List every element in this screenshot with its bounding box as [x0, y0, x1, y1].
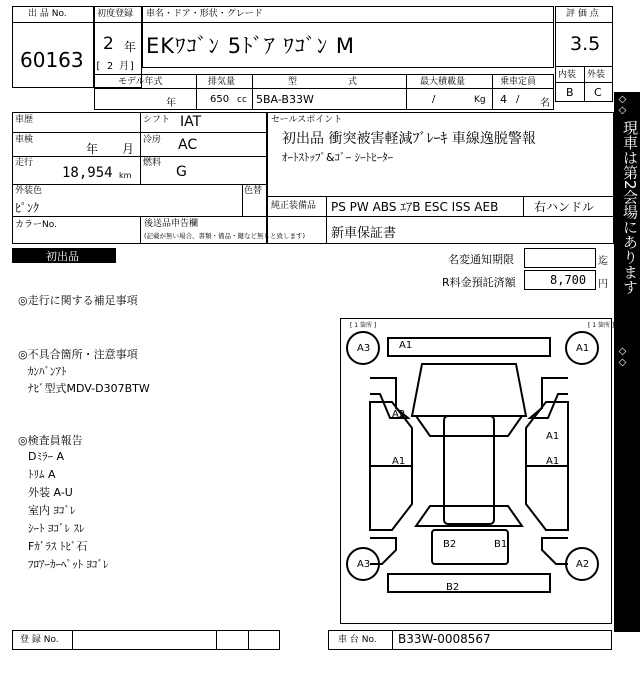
car-name: EKﾜｺﾞﾝ 5ﾄﾞｱ ﾜｺﾞﾝ M: [146, 34, 356, 58]
inspection-month: 月: [122, 142, 135, 156]
first-reg-label: 初度登録: [97, 9, 134, 19]
capacity-slash: /: [516, 94, 520, 105]
side-banner-diamonds-top: ◇◇: [617, 94, 628, 116]
inspector-line: 外装 A-U: [28, 486, 73, 499]
cooler-label: 冷房: [143, 135, 162, 145]
mileage-unit: km: [119, 171, 132, 180]
registration-label: 登 録 No.: [20, 635, 59, 645]
damage-a1-right-upper: A1: [546, 431, 560, 442]
aftermarket-note: (記載が無い場合、書類・備品・鍵など無しと致します): [144, 232, 306, 240]
capacity-label: 乗車定員: [500, 77, 537, 87]
recycle-value: 8,700: [550, 273, 587, 287]
model-code: 5BA-B33W: [256, 93, 314, 106]
shift-value: IAT: [180, 114, 202, 130]
rating-value: 3.5: [570, 33, 601, 55]
history-label: 車歴: [15, 115, 34, 125]
side-banner-text: 現車は第2会場にあります: [621, 120, 639, 295]
ext-color-label: 外装色: [15, 186, 43, 196]
defect-1: ｶﾝﾊﾞﾝｱﾄ: [28, 365, 67, 378]
damage-b1-rear: B1: [494, 539, 508, 550]
inspection-year: 年: [86, 142, 99, 156]
car-diagram: [340, 318, 615, 624]
sales-line-1: 初出品 衝突被害軽減ﾌﾞﾚｰｷ 車線逸脱警報: [282, 131, 536, 147]
name-change-unit: 迄: [598, 256, 608, 267]
name-change-box: [524, 248, 596, 268]
defect-2: ﾅﾋﾞ型式MDV-D307BTW: [28, 382, 150, 395]
lot-label: 出 品 No.: [28, 9, 67, 19]
fuel-label: 燃料: [143, 158, 162, 168]
inspector-line: Dﾐﾗｰ A: [28, 450, 64, 463]
sales-line-2: ｵｰﾄｽﾄｯﾌﾟ&ｺﾞｰ ｼｰﾄﾋｰﾀｰ: [282, 151, 394, 164]
first-listing-text: 初出品: [46, 250, 79, 263]
chassis-value: B33W-0008567: [398, 632, 491, 646]
model-label-2: 式: [348, 77, 358, 87]
recycle-label: R料金預託済額: [442, 276, 516, 289]
damage-a1-front: A1: [399, 340, 413, 351]
name-change-label: 名変通知期限: [448, 253, 514, 266]
right-count: [ 1 箇所 ]: [588, 322, 615, 329]
exterior-grade: C: [594, 86, 602, 99]
damage-a1-left: A1: [392, 456, 406, 467]
damage-a2-rear-right: A2: [576, 559, 590, 570]
warranty-value: 新車保証書: [331, 226, 397, 241]
top-count: [ 1 箇所 ]: [350, 322, 377, 329]
equipment-label: 純正装備品: [271, 201, 317, 211]
shift-label: シフト: [143, 115, 171, 125]
inspector-line: 室内 ﾖｺﾞﾚ: [28, 504, 76, 517]
inspector-line: Fｶﾞﾗｽ ﾄﾋﾞ石: [28, 540, 88, 553]
damage-a1-right-lower: A1: [546, 456, 560, 467]
interior-label: 内装: [558, 70, 577, 80]
sales-point-label: セールスポイント: [271, 115, 343, 125]
ext-color-value: ﾋﾟﾝｸ: [15, 201, 40, 215]
lot-number: 60163: [20, 48, 84, 72]
exterior-label: 外装: [587, 70, 606, 80]
color-change-label: 色替: [244, 186, 263, 196]
mileage-value: 18,954: [62, 165, 113, 181]
equipment-value: PS PW ABS ｴｱB ESC ISS AEB: [331, 200, 499, 214]
first-reg-year-unit: 年: [124, 40, 137, 54]
max-load-unit: Kg: [474, 95, 486, 105]
inspector-line: ﾄﾘﾑ A: [28, 468, 56, 481]
side-banner-diamonds-bottom: ◇◇: [617, 346, 628, 368]
fuel-value: G: [176, 164, 187, 180]
inspection-label: 車検: [15, 135, 34, 145]
model-year-unit: 年: [166, 98, 176, 109]
inspector-line: ｼｰﾄ ﾖｺﾞﾚ ｽﾚ: [28, 522, 85, 535]
model-year-label: モデル年式: [118, 77, 163, 87]
color-no-label: カラーNo.: [15, 220, 57, 230]
model-label-1: 型: [288, 77, 298, 87]
damage-a3-front-left: A3: [357, 343, 371, 354]
inspector-heading: ◎検査員報告: [18, 434, 83, 447]
damage-a2-left: A2: [392, 409, 406, 420]
mileage-label: 走行: [15, 158, 34, 168]
chassis-label: 車 台 No.: [338, 635, 377, 645]
damage-b2-bumper: B2: [446, 582, 460, 593]
damage-a3-rear-left: A3: [357, 559, 371, 570]
rating-label: 評 価 点: [566, 9, 599, 19]
capacity-value: 4: [500, 93, 507, 106]
defects-heading: ◎不具合箇所・注意事項: [18, 348, 138, 361]
displacement-value: 650: [210, 94, 230, 105]
capacity-unit: 名: [540, 98, 550, 109]
interior-grade: B: [566, 86, 574, 99]
displacement-label: 排気量: [208, 77, 236, 87]
cooler-value: AC: [178, 137, 198, 153]
car-name-label: 車名・ドア・形状・グレード: [146, 9, 263, 19]
recycle-unit: 円: [598, 279, 608, 290]
displacement-unit: cc: [237, 95, 247, 105]
damage-a1-front-right: A1: [576, 343, 590, 354]
first-reg-month: [ 2 月]: [95, 61, 136, 72]
max-load-slash: /: [432, 94, 436, 105]
damage-b2-rear: B2: [443, 539, 457, 550]
first-reg-year: 2: [103, 34, 114, 54]
max-load-label: 最大積載量: [420, 77, 466, 87]
handle-value: 右ハンドル: [534, 200, 595, 214]
aftermarket-label: 後送品申告欄: [144, 219, 199, 229]
inspector-line: ﾌﾛｱｰｶｰﾍﾟｯﾄ ﾖｺﾞﾚ: [28, 558, 109, 571]
driving-heading: ◎走行に関する補足事項: [18, 294, 138, 307]
